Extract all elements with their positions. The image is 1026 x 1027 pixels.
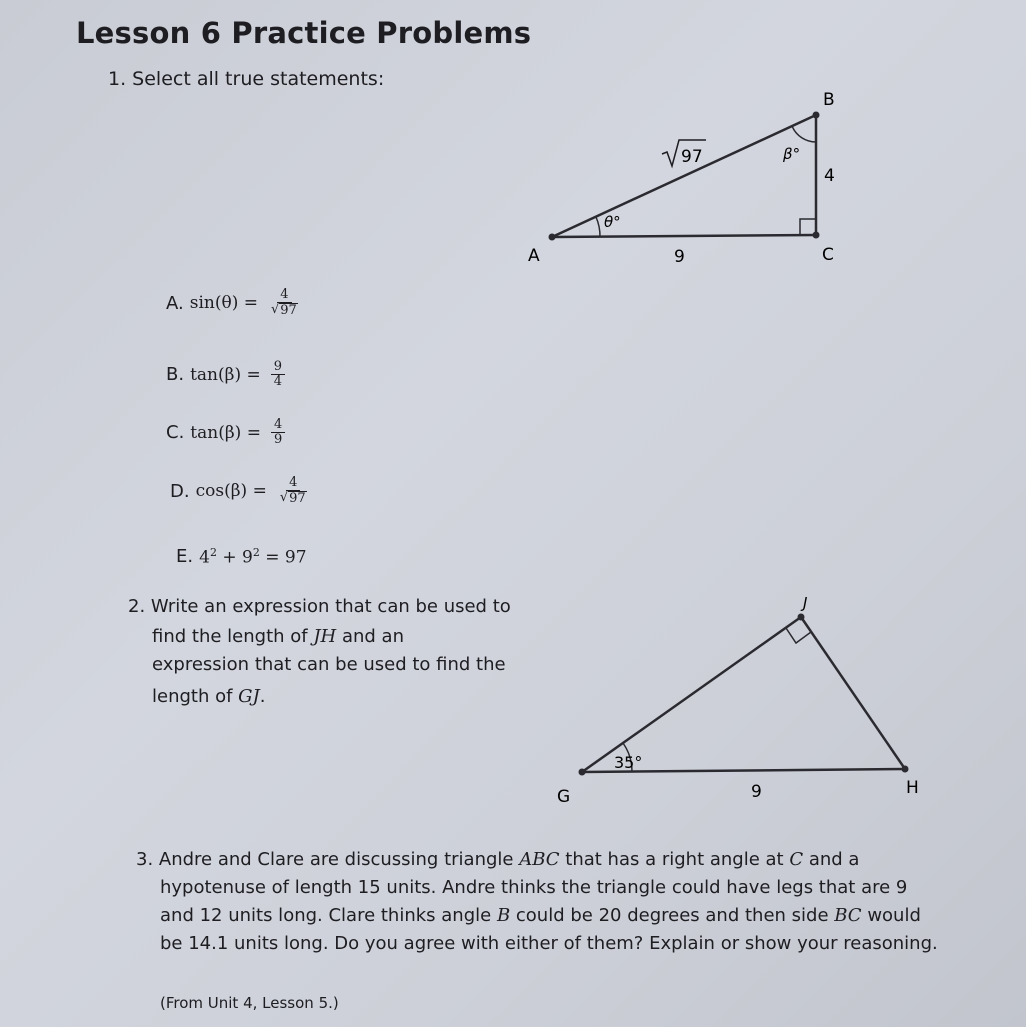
option-c-lhs: tan(β) = xyxy=(190,422,261,443)
angle-beta-arc xyxy=(792,126,816,142)
question-2-text-1: Write an expression that can be used to xyxy=(150,596,511,617)
question-2-number: 2. xyxy=(128,596,146,617)
option-a[interactable] xyxy=(166,288,301,319)
var-bc: BC xyxy=(834,905,862,926)
question-3-line-2: hypotenuse of length 15 units. Andre thinks the triangle could have legs that are 9 xyxy=(160,877,908,898)
q3-text: could be 20 degrees and then side xyxy=(510,905,835,926)
q3-text: 3. Andre and Clare are discussing triangle xyxy=(136,849,520,870)
q3-text: and a xyxy=(803,849,860,870)
q2-text: and an xyxy=(336,626,404,647)
sqrt-sign: √ xyxy=(270,302,280,318)
option-c-numerator: 4 xyxy=(271,418,285,433)
q3-text: would xyxy=(861,905,921,926)
option-a-numerator: 4 xyxy=(277,288,291,303)
var-jh: JH xyxy=(313,626,337,647)
side-bc-label: 4 xyxy=(824,166,835,186)
side-ac-label: 9 xyxy=(674,247,685,267)
vertex-j-label: J xyxy=(803,594,808,612)
var-c: C xyxy=(789,849,804,870)
option-b-lhs: tan(β) = xyxy=(190,364,261,385)
q3-text: that has a right angle at xyxy=(559,849,790,870)
var-b: B xyxy=(496,905,511,926)
q2-text: . xyxy=(259,686,266,707)
option-a-denominator xyxy=(268,303,301,318)
q2-text: find the length of xyxy=(152,626,314,647)
option-b-numerator: 9 xyxy=(271,360,285,375)
option-e[interactable] xyxy=(176,546,307,568)
option-b-letter: B. xyxy=(166,364,185,386)
hypotenuse-label xyxy=(662,140,706,167)
vertex-b-label: B xyxy=(823,90,835,110)
vertex-j-dot xyxy=(798,614,805,621)
hypotenuse-ab xyxy=(552,115,816,237)
option-d-numerator: 4 xyxy=(286,476,300,491)
option-c-letter: C. xyxy=(166,422,185,444)
option-e-letter: E. xyxy=(176,546,194,568)
option-d-denominator xyxy=(277,491,310,506)
sqrt-sign: √ xyxy=(279,490,289,506)
option-e-base-2: 9 xyxy=(242,547,253,568)
side-gh-label: 9 xyxy=(751,782,762,802)
triangle-ghj-diagram xyxy=(540,590,950,815)
option-d-fraction xyxy=(277,476,310,507)
vertex-a-dot xyxy=(549,234,556,241)
option-b-fraction xyxy=(271,360,285,390)
question-2-line-1 xyxy=(128,592,511,622)
q2-text: length of xyxy=(152,686,239,707)
vertex-b-dot xyxy=(813,112,820,119)
option-e-exponent-1: 2 xyxy=(209,546,217,559)
side-jh xyxy=(801,617,905,769)
option-c-fraction xyxy=(271,418,285,448)
question-2-line-3: expression that can be used to find the xyxy=(152,654,506,675)
option-e-exponent-2: 2 xyxy=(252,546,260,559)
option-b-denominator: 4 xyxy=(273,374,283,390)
option-b[interactable] xyxy=(166,360,285,390)
option-e-base-1: 4 xyxy=(199,547,210,568)
var-gj: GJ xyxy=(238,686,260,707)
side-gj xyxy=(582,617,801,772)
triangle-abc-diagram xyxy=(520,80,860,270)
question-2-line-2 xyxy=(152,622,404,652)
option-e-rhs: = 97 xyxy=(265,547,307,568)
question-2-line-4 xyxy=(152,682,266,712)
option-a-radicand: 97 xyxy=(280,303,297,319)
var-abc: ABC xyxy=(519,849,560,870)
option-c-denominator: 9 xyxy=(273,432,283,448)
option-e-expression xyxy=(199,546,306,568)
vertex-c-label: C xyxy=(822,245,834,265)
question-3-line-3 xyxy=(160,902,921,929)
side-ac xyxy=(552,235,816,237)
vertex-h-label: H xyxy=(906,778,919,798)
option-d-letter: D. xyxy=(170,480,190,502)
option-e-plus: + xyxy=(222,547,237,568)
right-angle-marker-j xyxy=(786,628,811,643)
q3-text: and 12 units long. Clare thinks angle xyxy=(160,905,497,926)
option-a-fraction xyxy=(268,288,301,319)
vertex-c-dot xyxy=(813,232,820,239)
page-title: Lesson 6 Practice Problems xyxy=(76,16,532,50)
option-a-letter: A. xyxy=(166,292,184,314)
vertex-g-label: G xyxy=(557,787,571,807)
question-1-prompt: 1. Select all true statements: xyxy=(108,68,385,90)
question-3-line-1 xyxy=(136,846,859,873)
option-d-lhs: cos(β) = xyxy=(195,481,267,502)
vertex-g-dot xyxy=(579,769,586,776)
vertex-a-label: A xyxy=(528,246,540,266)
vertex-h-dot xyxy=(902,766,909,773)
hypotenuse-value: 97 xyxy=(681,147,703,167)
angle-theta-arc xyxy=(596,217,600,237)
question-3-line-4: be 14.1 units long. Do you agree with either of them? Explain or show your reasoning. xyxy=(160,933,938,954)
option-a-lhs: sin(θ) = xyxy=(189,293,258,314)
option-c[interactable] xyxy=(166,418,285,448)
option-d-radicand: 97 xyxy=(289,491,306,507)
angle-beta-label: β° xyxy=(783,145,801,163)
option-d[interactable] xyxy=(170,476,310,507)
angle-theta-label: θ° xyxy=(604,213,621,231)
angle-g-label: 35° xyxy=(614,753,643,772)
source-note: (From Unit 4, Lesson 5.) xyxy=(160,994,339,1012)
